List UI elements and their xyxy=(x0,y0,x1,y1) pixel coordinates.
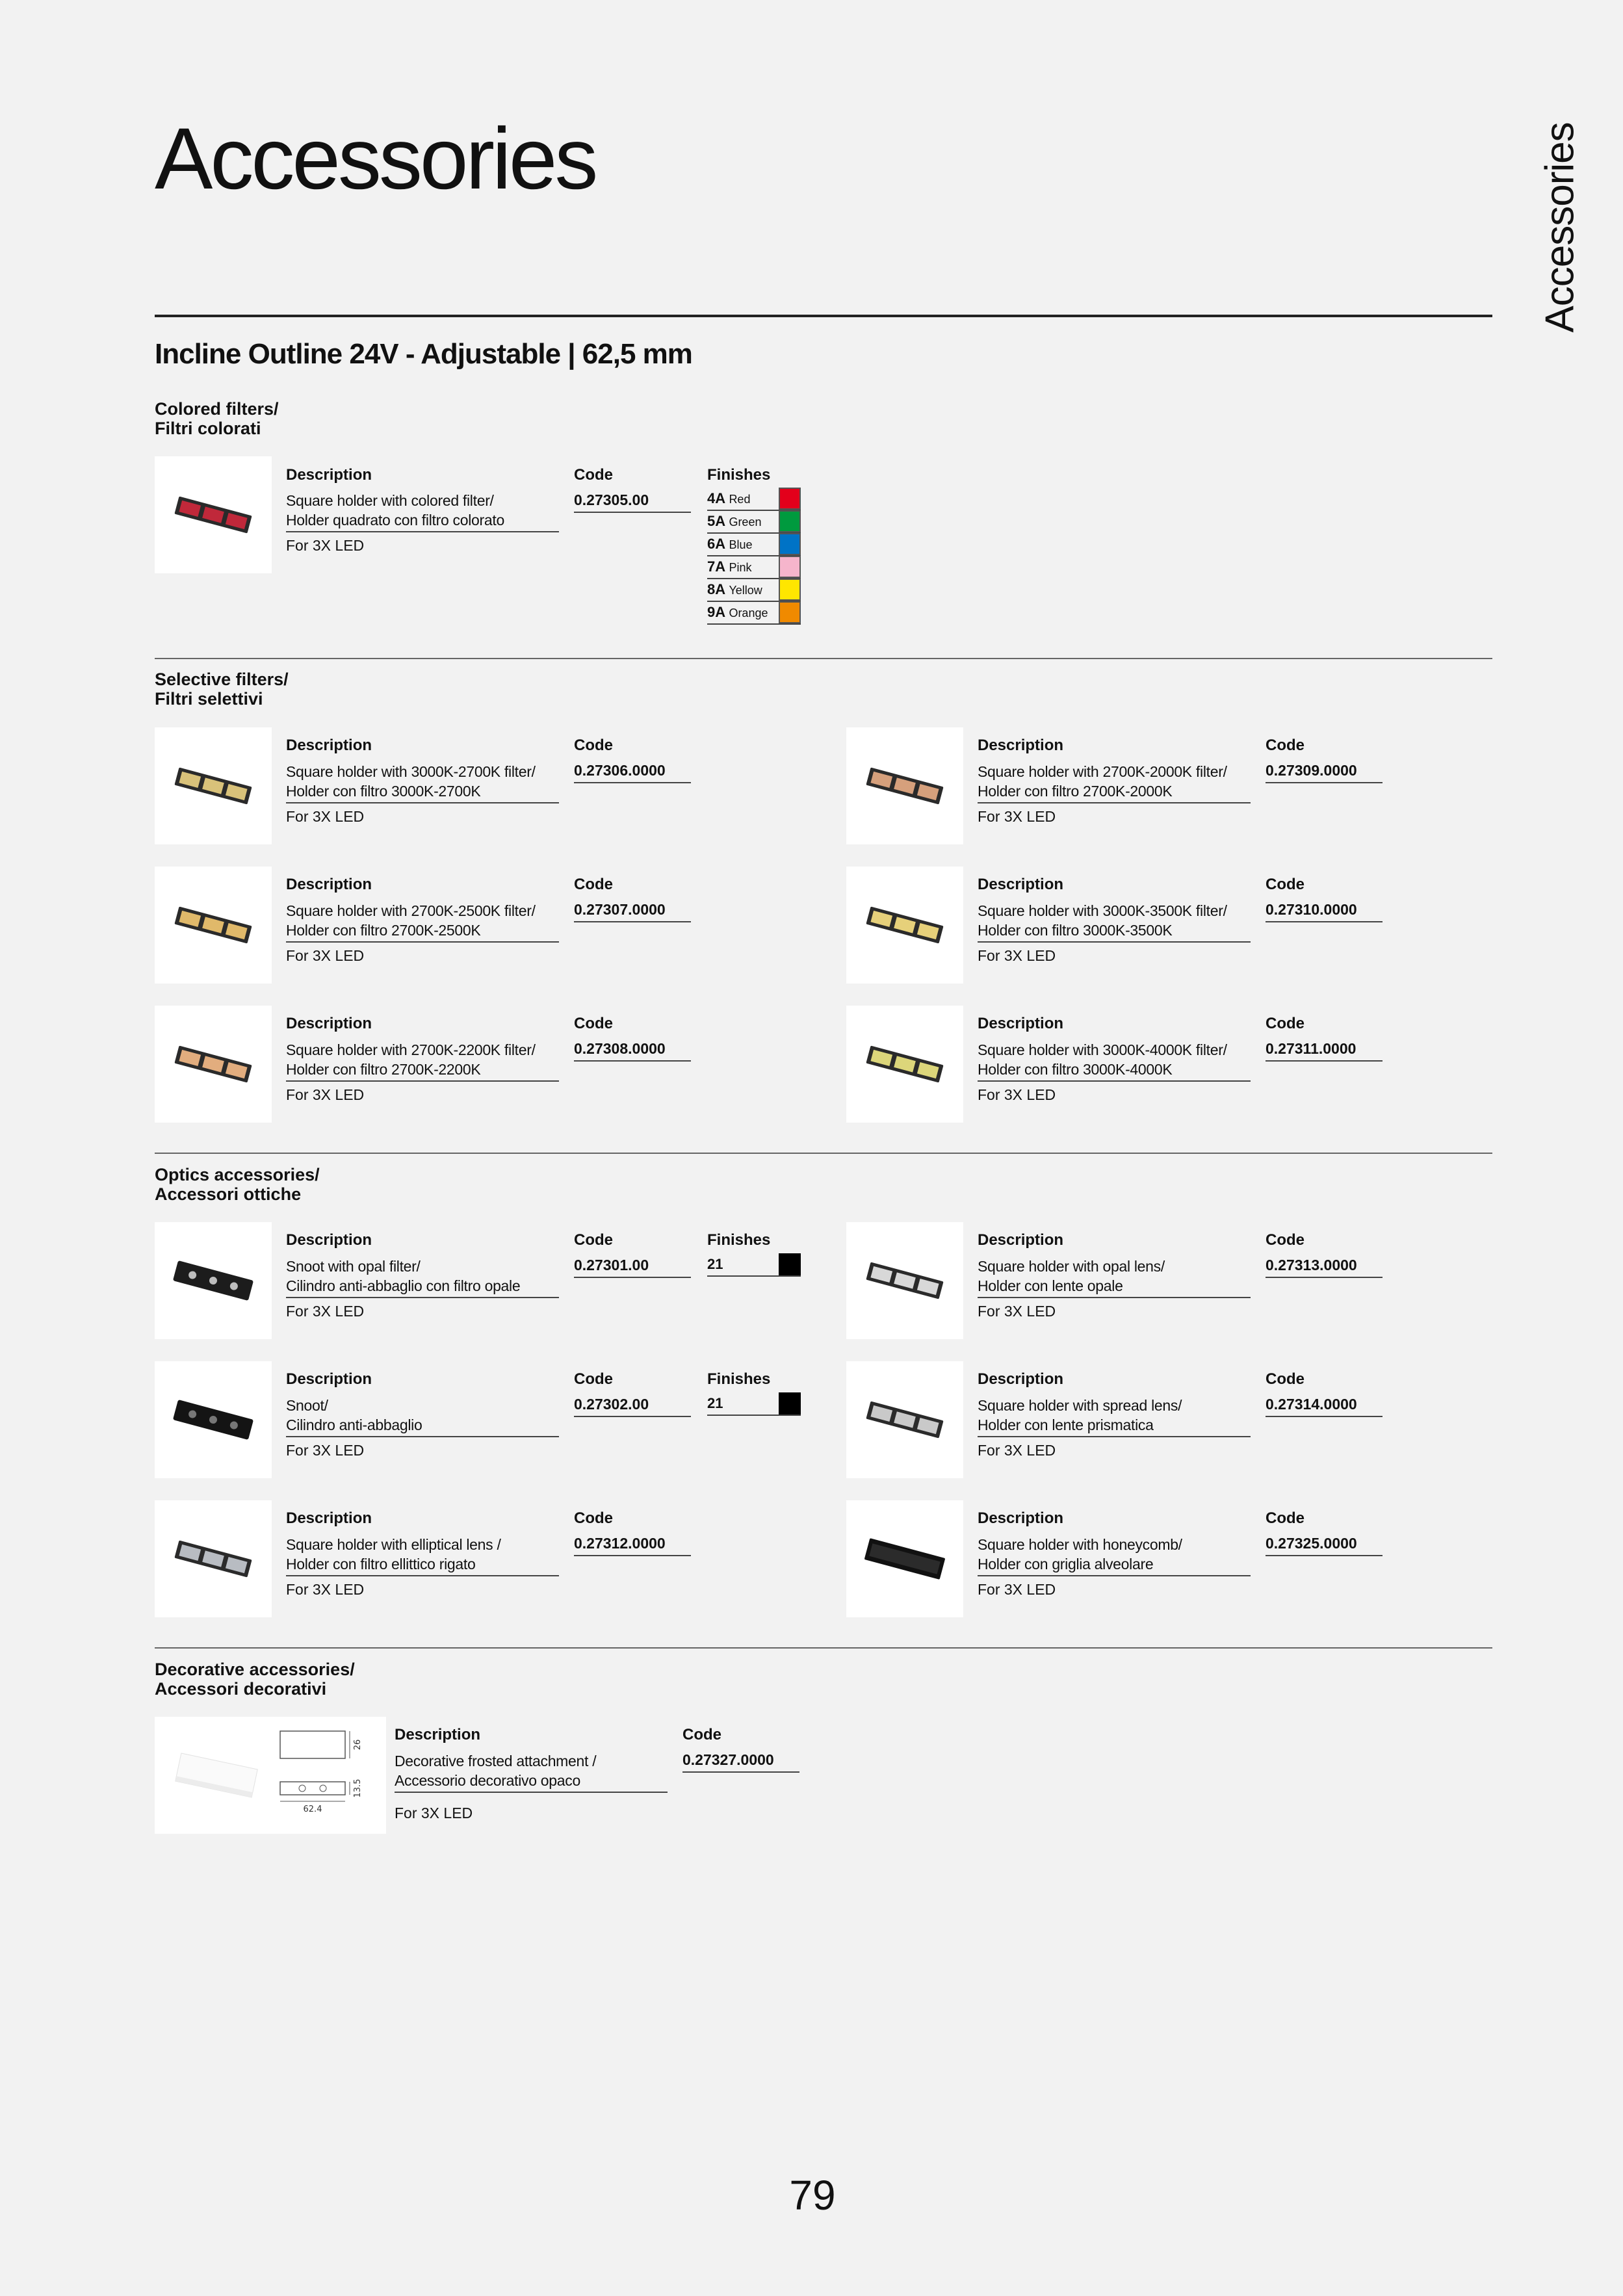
product-description: Square holder with elliptical lens / Holder con filtro ellittico rigato xyxy=(286,1535,559,1576)
selective-filter-holder-image xyxy=(846,727,963,844)
product-description: Square holder with opal lens/ Holder con lente opale xyxy=(978,1257,1251,1298)
side-tab-label: Accessories xyxy=(1537,122,1583,333)
dimension-height-bottom: 13.5 xyxy=(353,1779,363,1798)
product-description: Square holder with colored filter/ Holder quadrato con filtro colorato xyxy=(286,491,559,532)
finish-row: 5A Green xyxy=(707,510,801,534)
col-label-description: Description xyxy=(286,876,372,893)
product-code: 0.27308.0000 xyxy=(574,1040,691,1062)
product-image-selective-filter xyxy=(846,727,963,844)
col-label-code: Code xyxy=(1266,737,1305,754)
led-note: For 3X LED xyxy=(286,1442,365,1459)
led-note: For 3X LED xyxy=(978,1303,1056,1320)
product-description: Square holder with 2700K-2000K filter/ Holder con filtro 2700K-2000K xyxy=(978,762,1251,803)
finish-row: 21 xyxy=(707,1253,801,1277)
snoot-image xyxy=(155,1361,272,1478)
col-label-description: Description xyxy=(978,1370,1064,1388)
product-description: Snoot/ Cilindro anti-abbaglio xyxy=(286,1396,559,1437)
product-description: Square holder with 2700K-2500K filter/ Holder con filtro 2700K-2500K xyxy=(286,901,559,943)
product-image-selective-filter xyxy=(155,1006,272,1123)
section-divider xyxy=(155,1153,1492,1154)
col-label-code: Code xyxy=(574,1509,613,1527)
finish-row: 7A Pink xyxy=(707,556,801,579)
product-code: 0.27307.0000 xyxy=(574,901,691,922)
col-label-description: Description xyxy=(978,1231,1064,1249)
section-heading-selective-filters: Selective filters/ Filtri selettivi xyxy=(155,670,289,709)
page-number: 79 xyxy=(789,2172,836,2219)
product-image-colored-filter xyxy=(155,456,272,573)
product-code: 0.27302.00 xyxy=(574,1396,691,1417)
opal-lens-holder-image xyxy=(846,1222,963,1339)
elliptical-lens-holder-image xyxy=(155,1500,272,1617)
product-code: 0.27310.0000 xyxy=(1266,901,1383,922)
finish-swatch xyxy=(779,579,801,601)
product-code: 0.27311.0000 xyxy=(1266,1040,1383,1062)
product-image-selective-filter xyxy=(846,1006,963,1123)
col-label-code: Code xyxy=(1266,876,1305,893)
section-divider xyxy=(155,1647,1492,1649)
product-code: 0.27312.0000 xyxy=(574,1535,691,1556)
col-label-code: Code xyxy=(574,1370,613,1388)
col-label-description: Description xyxy=(286,1509,372,1527)
led-note: For 3X LED xyxy=(978,1581,1056,1598)
page-title: Accessories xyxy=(155,111,596,207)
led-note: For 3X LED xyxy=(978,808,1056,825)
dimension-height-top: 26 xyxy=(353,1739,363,1751)
product-image-honeycomb xyxy=(846,1500,963,1617)
snoot-opal-image xyxy=(155,1222,272,1339)
led-note: For 3X LED xyxy=(395,1805,473,1821)
spread-lens-holder-image xyxy=(846,1361,963,1478)
product-image-selective-filter xyxy=(155,867,272,984)
col-label-finishes: Finishes xyxy=(707,1231,771,1249)
product-description: Square holder with 3000K-4000K filter/ Holder con filtro 3000K-4000K xyxy=(978,1040,1251,1082)
col-label-code: Code xyxy=(574,876,613,893)
finish-row: 21 xyxy=(707,1392,801,1416)
col-label-description: Description xyxy=(286,737,372,754)
section-heading-optics-accessories: Optics accessories/ Accessori ottiche xyxy=(155,1165,320,1204)
section-heading-decorative-accessories: Decorative accessories/ Accessori decorativi xyxy=(155,1660,355,1699)
col-label-code: Code xyxy=(574,466,613,484)
led-note: For 3X LED xyxy=(286,947,365,964)
col-label-description: Description xyxy=(395,1726,481,1743)
selective-filter-holder-image xyxy=(155,867,272,984)
product-description: Decorative frosted attachment / Accessorio decorativo opaco xyxy=(395,1751,668,1793)
led-note: For 3X LED xyxy=(286,1303,365,1320)
finish-row: 9A Orange xyxy=(707,601,801,625)
col-label-description: Description xyxy=(978,737,1064,754)
led-note: For 3X LED xyxy=(978,1086,1056,1103)
finish-swatch-black xyxy=(779,1392,801,1415)
led-note: For 3X LED xyxy=(286,808,365,825)
col-label-code: Code xyxy=(1266,1509,1305,1527)
col-label-description: Description xyxy=(978,876,1064,893)
finish-swatch xyxy=(779,556,801,578)
finish-row: 8A Yellow xyxy=(707,579,801,602)
product-image-snoot-opal xyxy=(155,1222,272,1339)
product-description: Square holder with 3000K-2700K filter/ Holder con filtro 3000K-2700K xyxy=(286,762,559,803)
product-description: Square holder with 2700K-2200K filter/ Holder con filtro 2700K-2200K xyxy=(286,1040,559,1082)
col-label-code: Code xyxy=(1266,1231,1305,1249)
col-label-description: Description xyxy=(286,1015,372,1032)
col-label-description: Description xyxy=(978,1015,1064,1032)
finish-swatch-black xyxy=(779,1253,801,1275)
col-label-finishes: Finishes xyxy=(707,1370,771,1388)
product-code: 0.27314.0000 xyxy=(1266,1396,1383,1417)
finish-swatch xyxy=(779,533,801,555)
product-image-selective-filter xyxy=(155,727,272,844)
led-note: For 3X LED xyxy=(286,1086,365,1103)
selective-filter-holder-image xyxy=(155,1006,272,1123)
product-code: 0.27313.0000 xyxy=(1266,1257,1383,1278)
col-label-code: Code xyxy=(574,1231,613,1249)
product-heading: Incline Outline 24V - Adjustable | 62,5 mm xyxy=(155,338,692,370)
finish-swatch xyxy=(779,510,801,532)
product-code: 0.27325.0000 xyxy=(1266,1535,1383,1556)
col-label-code: Code xyxy=(1266,1370,1305,1388)
side-tab xyxy=(1508,122,1612,333)
col-label-description: Description xyxy=(978,1509,1064,1527)
col-label-description: Description xyxy=(286,1370,372,1388)
led-note: For 3X LED xyxy=(286,1581,365,1598)
decorative-attachment-image xyxy=(155,1717,386,1834)
dimension-width: 62.4 xyxy=(303,1805,322,1814)
selective-filter-holder-image xyxy=(846,867,963,984)
product-code: 0.27327.0000 xyxy=(682,1751,799,1773)
header-divider xyxy=(155,315,1492,317)
col-label-code: Code xyxy=(574,737,613,754)
selective-filter-holder-image xyxy=(846,1006,963,1123)
col-label-finishes: Finishes xyxy=(707,466,771,484)
col-label-description: Description xyxy=(286,1231,372,1249)
product-image-decorative xyxy=(155,1717,386,1834)
product-image-elliptical-lens xyxy=(155,1500,272,1617)
selective-filter-holder-image xyxy=(155,727,272,844)
col-label-code: Code xyxy=(1266,1015,1305,1032)
product-code: 0.27309.0000 xyxy=(1266,762,1383,783)
product-image-opal-lens xyxy=(846,1222,963,1339)
product-description: Square holder with 3000K-3500K filter/ Holder con filtro 3000K-3500K xyxy=(978,901,1251,943)
finish-swatch xyxy=(779,601,801,623)
honeycomb-holder-image xyxy=(846,1500,963,1617)
product-description: Square holder with honeycomb/ Holder con griglia alveolare xyxy=(978,1535,1251,1576)
product-code: 0.27305.00 xyxy=(574,491,691,513)
section-heading-colored-filters: Colored filters/ Filtri colorati xyxy=(155,399,279,438)
col-label-description: Description xyxy=(286,466,372,484)
product-image-snoot xyxy=(155,1361,272,1478)
product-image-spread-lens xyxy=(846,1361,963,1478)
product-image-selective-filter xyxy=(846,867,963,984)
product-description: Square holder with spread lens/ Holder con lente prismatica xyxy=(978,1396,1251,1437)
product-code: 0.27306.0000 xyxy=(574,762,691,783)
led-note: For 3X LED xyxy=(978,947,1056,964)
finish-row: 6A Blue xyxy=(707,533,801,556)
product-description: Snoot with opal filter/ Cilindro anti-abbaglio con filtro opale xyxy=(286,1257,559,1298)
col-label-code: Code xyxy=(682,1726,721,1743)
col-label-code: Code xyxy=(574,1015,613,1032)
led-note: For 3X LED xyxy=(286,537,365,554)
colored-filter-holder-image xyxy=(155,456,272,573)
finish-row: 4A Red xyxy=(707,488,801,511)
led-note: For 3X LED xyxy=(978,1442,1056,1459)
finish-swatch xyxy=(779,488,801,510)
section-divider xyxy=(155,658,1492,659)
product-code: 0.27301.00 xyxy=(574,1257,691,1278)
